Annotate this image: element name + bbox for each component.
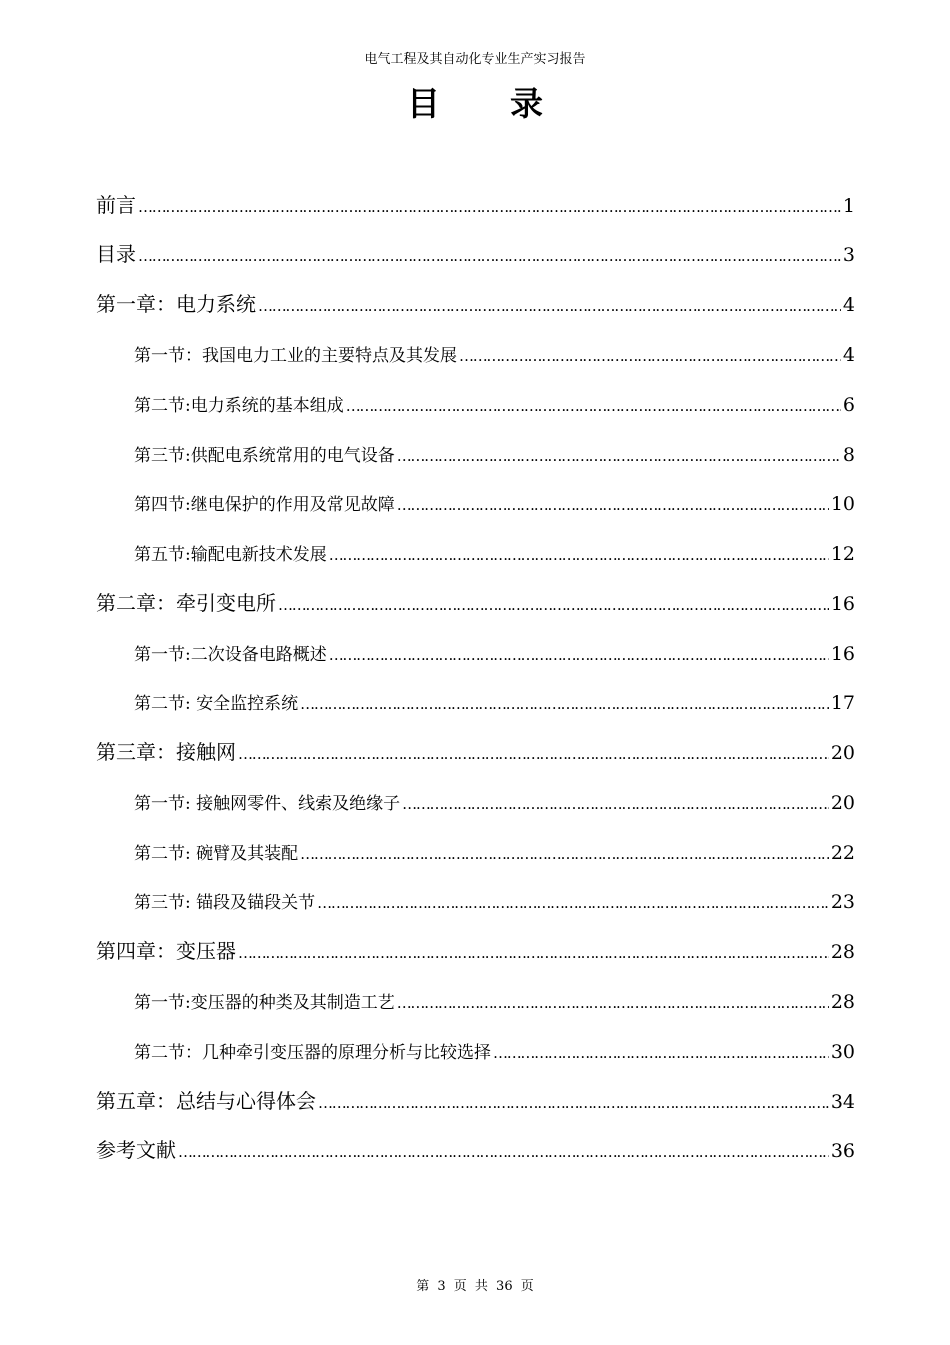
toc-entry[interactable] bbox=[96, 589, 855, 619]
toc-entry[interactable] bbox=[134, 840, 855, 867]
toc-page-number: 4 bbox=[842, 294, 855, 316]
toc-page-number: 30 bbox=[830, 1041, 855, 1063]
toc-dot-leader bbox=[138, 191, 841, 221]
toc-entry[interactable] bbox=[134, 690, 855, 717]
toc-page-number: 8 bbox=[842, 444, 855, 466]
toc-page-number: 1 bbox=[842, 195, 855, 217]
toc-dot-leader bbox=[346, 393, 841, 419]
toc-dot-leader bbox=[459, 343, 841, 369]
toc-page-number: 23 bbox=[830, 891, 855, 913]
toc-dot-leader bbox=[138, 240, 841, 270]
toc-dot-leader bbox=[397, 492, 829, 518]
toc-dot-leader bbox=[397, 443, 841, 469]
toc-page-number: 3 bbox=[842, 244, 855, 266]
toc-entry-label: 第三章：接触网 bbox=[96, 740, 236, 764]
toc-entry-label: 第五章：总结与心得体会 bbox=[96, 1089, 316, 1113]
toc-entry[interactable] bbox=[134, 1039, 855, 1066]
toc-entry-label: 第三节:供配电系统常用的电气设备 bbox=[134, 446, 395, 466]
toc-entry[interactable] bbox=[134, 442, 855, 469]
page-title-char-1: 目 bbox=[407, 84, 440, 123]
toc-entry-label: 第二节: 安全监控系统 bbox=[134, 694, 299, 714]
toc-entry-label: 参考文献 bbox=[96, 1138, 176, 1162]
toc-page-number: 20 bbox=[830, 792, 855, 814]
toc-entry[interactable] bbox=[134, 790, 855, 817]
toc-page-number: 16 bbox=[830, 593, 855, 615]
toc-page-number: 34 bbox=[830, 1091, 855, 1113]
toc-page-number: 22 bbox=[830, 842, 855, 864]
toc-dot-leader bbox=[329, 542, 829, 568]
running-header: 电气工程及其自动化专业生产实习报告 bbox=[364, 52, 586, 67]
toc-dot-leader bbox=[178, 1136, 829, 1166]
toc-entry[interactable] bbox=[134, 889, 855, 916]
toc-entry-label: 目录 bbox=[96, 242, 136, 266]
toc-page-number: 6 bbox=[842, 394, 855, 416]
toc-dot-leader bbox=[300, 691, 829, 717]
toc-dot-leader bbox=[329, 642, 829, 668]
toc-entry[interactable] bbox=[96, 738, 855, 768]
toc-dot-leader bbox=[238, 738, 829, 768]
toc-entry[interactable] bbox=[96, 240, 855, 270]
toc-entry[interactable] bbox=[96, 191, 855, 221]
toc-entry[interactable] bbox=[134, 989, 855, 1016]
toc-entry-label: 第二节: 碗臂及其装配 bbox=[134, 844, 299, 864]
page-title-char-2: 录 bbox=[510, 84, 543, 123]
toc-dot-leader bbox=[493, 1040, 829, 1066]
toc-entry[interactable] bbox=[96, 290, 855, 320]
toc-page-number: 20 bbox=[830, 742, 855, 764]
toc-entry-label: 第一节：我国电力工业的主要特点及其发展 bbox=[134, 346, 457, 366]
toc-entry[interactable] bbox=[96, 1087, 855, 1117]
toc-entry[interactable] bbox=[134, 641, 855, 668]
toc-entry-label: 第二节：几种牵引变压器的原理分析与比较选择 bbox=[134, 1043, 491, 1063]
toc-entry-label: 第四节:继电保护的作用及常见故障 bbox=[134, 495, 395, 515]
toc-entry-label: 第四章：变压器 bbox=[96, 939, 236, 963]
toc-dot-leader bbox=[300, 841, 829, 867]
toc-entry[interactable] bbox=[134, 491, 855, 518]
toc-entry-label: 第二章：牵引变电所 bbox=[96, 591, 276, 615]
toc-entry-label: 第一节:二次设备电路概述 bbox=[134, 645, 327, 665]
toc-entry-label: 第二节:电力系统的基本组成 bbox=[134, 396, 344, 416]
toc-entry[interactable] bbox=[134, 541, 855, 568]
toc-page-number: 4 bbox=[842, 344, 855, 366]
toc-entry-label: 第一章：电力系统 bbox=[96, 292, 256, 316]
toc-page-number: 28 bbox=[830, 991, 855, 1013]
toc-entry[interactable] bbox=[134, 392, 855, 419]
page-footer: 第 3 页 共 36 页 bbox=[416, 1279, 534, 1294]
toc-dot-leader bbox=[258, 290, 841, 320]
toc-entry[interactable] bbox=[134, 342, 855, 369]
toc-dot-leader bbox=[278, 589, 829, 619]
toc-entry-label: 第一节:变压器的种类及其制造工艺 bbox=[134, 993, 395, 1013]
toc-page-number: 28 bbox=[830, 941, 855, 963]
toc-page-number: 17 bbox=[830, 692, 855, 714]
toc-entry-label: 第五节:输配电新技术发展 bbox=[134, 545, 327, 565]
toc-dot-leader bbox=[397, 990, 829, 1016]
toc-dot-leader bbox=[238, 937, 829, 967]
toc-page-number: 16 bbox=[830, 643, 855, 665]
toc-dot-leader bbox=[318, 1087, 829, 1117]
toc-entry[interactable] bbox=[96, 937, 855, 967]
toc-dot-leader bbox=[317, 890, 829, 916]
toc-page-number: 36 bbox=[830, 1140, 855, 1162]
toc-page-number: 10 bbox=[830, 493, 855, 515]
toc-page-number: 12 bbox=[830, 543, 855, 565]
toc-dot-leader bbox=[402, 791, 829, 817]
toc-entry-label: 前言 bbox=[96, 193, 136, 217]
toc-entry-label: 第三节: 锚段及锚段关节 bbox=[134, 893, 316, 913]
toc-entry[interactable] bbox=[96, 1136, 855, 1166]
toc-entry-label: 第一节: 接触网零件、线索及绝缘子 bbox=[134, 794, 401, 814]
